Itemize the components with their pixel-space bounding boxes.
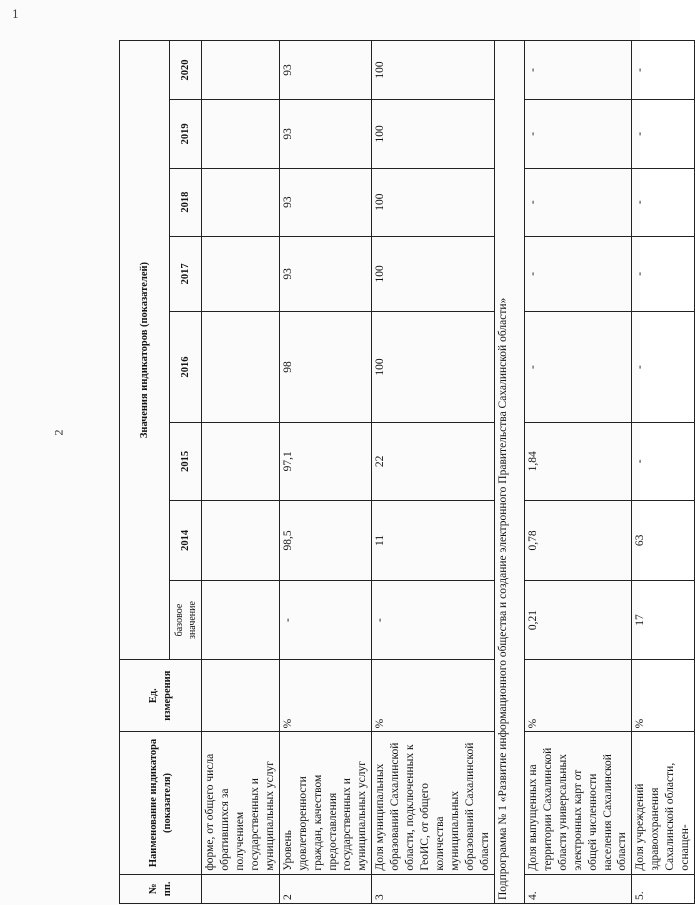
row-name: Доля выпущенных на территории Сахалинской области универсальных электронных карт от общей численности населения Сахалинской области xyxy=(524,732,632,874)
header-year: 2014 xyxy=(170,500,202,580)
row-num xyxy=(202,874,280,903)
row-value: - xyxy=(632,99,695,168)
row-value: - xyxy=(524,41,632,100)
row-value xyxy=(202,99,280,168)
header-year: 2018 xyxy=(170,168,202,236)
subprogram-row xyxy=(494,41,524,904)
header-year: 2019 xyxy=(170,99,202,168)
row-value: - xyxy=(524,236,632,312)
row-name: Доля муниципальных образований Сахалинской области, подключенных к ГеоИС, от общего количества муниципальных образований Сахалинской области xyxy=(372,732,495,874)
header-name: Наименование индикатора (показателя) xyxy=(120,732,202,874)
row-unit xyxy=(202,660,280,732)
row-value: 97,1 xyxy=(279,422,372,500)
row-num: 4. xyxy=(524,874,632,903)
row-value: - xyxy=(524,312,632,423)
row-value xyxy=(202,422,280,500)
row-base: - xyxy=(279,580,372,659)
row-value: 100 xyxy=(372,41,495,100)
row-value xyxy=(202,168,280,236)
row-value: 11 xyxy=(372,500,495,580)
row-base xyxy=(202,580,280,659)
table-row xyxy=(632,41,695,904)
row-value xyxy=(202,312,280,423)
row-value: 100 xyxy=(372,168,495,236)
row-unit: % xyxy=(372,660,495,732)
row-value: 100 xyxy=(372,236,495,312)
table-row xyxy=(202,41,280,904)
header-year: 2017 xyxy=(170,236,202,312)
subprogram-title: Подпрограмма № 1 «Развитие информационного общества и создание электронного Правительства Сахалинской области» xyxy=(494,41,524,904)
stray-mark: 1 xyxy=(12,8,19,21)
row-value: - xyxy=(632,312,695,423)
header-year: 2015 xyxy=(170,422,202,500)
header-num: № пп. xyxy=(120,874,202,903)
row-value: 93 xyxy=(279,41,372,100)
header-year: 2020 xyxy=(170,41,202,100)
row-value xyxy=(202,236,280,312)
row-name: Уровень удовлетворенности граждан, качеством предоставления государственных и муниципальных услуг xyxy=(279,732,372,874)
row-name: Доля учреждений здравоохранения Сахалинской области, оснащен- xyxy=(632,732,695,874)
row-base: 17 xyxy=(632,580,695,659)
table-row xyxy=(372,41,495,904)
row-value: 98 xyxy=(279,312,372,423)
row-value xyxy=(202,41,280,100)
row-num: 3 xyxy=(372,874,495,903)
row-unit: % xyxy=(279,660,372,732)
row-num: 5. xyxy=(632,874,695,903)
row-unit: % xyxy=(524,660,632,732)
indicators-table xyxy=(119,40,695,904)
row-value: 100 xyxy=(372,312,495,423)
header-unit: Ед. измерения xyxy=(120,660,202,732)
row-value: 100 xyxy=(372,99,495,168)
table-row xyxy=(279,41,372,904)
row-base: 0,21 xyxy=(524,580,632,659)
rotated-table-container xyxy=(119,40,692,904)
row-unit: % xyxy=(632,660,695,732)
row-value: 93 xyxy=(279,168,372,236)
row-value: 93 xyxy=(279,99,372,168)
row-value: - xyxy=(632,168,695,236)
row-value: - xyxy=(632,422,695,500)
row-value xyxy=(202,500,280,580)
row-num: 2 xyxy=(279,874,372,903)
row-name: форме, от общего числа обратившихся за получением государственных и муниципальных услуг xyxy=(202,732,280,874)
row-value: - xyxy=(524,168,632,236)
row-value: 22 xyxy=(372,422,495,500)
row-value: 63 xyxy=(632,500,695,580)
header-year: 2016 xyxy=(170,312,202,423)
row-value: - xyxy=(632,236,695,312)
page-number: 2 xyxy=(51,429,66,436)
row-value: 1,84 xyxy=(524,422,632,500)
row-value: 93 xyxy=(279,236,372,312)
header-values-group: Значения индикаторов (показателей) xyxy=(120,41,170,660)
table-row xyxy=(524,41,632,904)
header-base-value: базовое значение xyxy=(170,580,202,659)
row-value: 98,5 xyxy=(279,500,372,580)
row-base: - xyxy=(372,580,495,659)
row-value: 0,78 xyxy=(524,500,632,580)
row-value: - xyxy=(632,41,695,100)
row-value: - xyxy=(524,99,632,168)
